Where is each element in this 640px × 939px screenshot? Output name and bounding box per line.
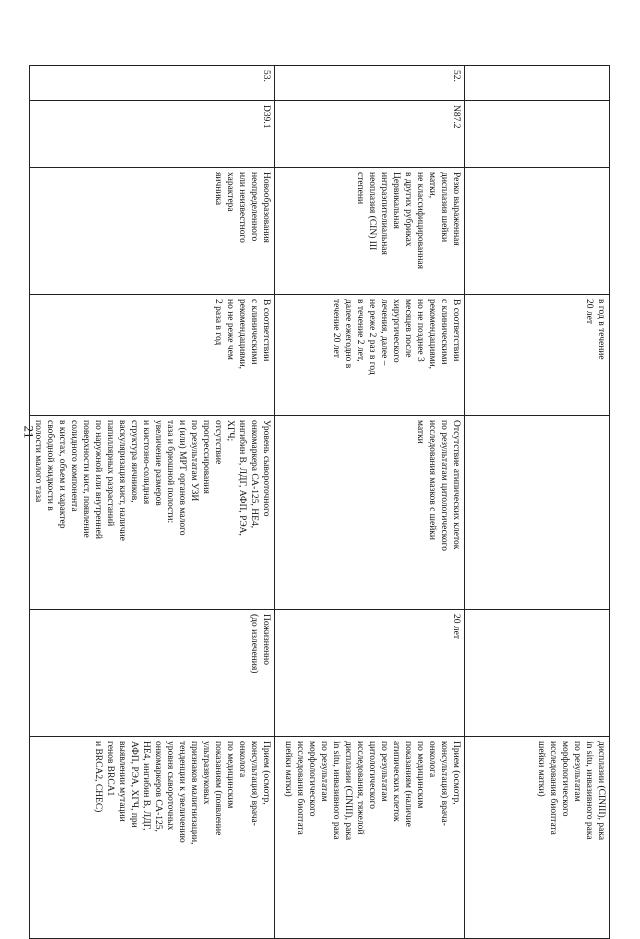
row-number-cell: 52. [275,66,465,101]
icd-code-cell: N87.2 [275,101,465,168]
icd-code-cell [465,101,610,168]
page-number: 21 [21,425,37,439]
diagnosis-cell: Резко выраженная дисплазия шейки матки, не классифицированная в других рубриках Цервикальная интраэпителиальная неоплазия (CIN) III степени [275,168,465,295]
icd-code-cell: D39.1 [30,101,275,168]
control-indicators-cell [465,416,610,610]
measures-cell: дисплазии (CINIII), рака in situ, инвазивного рака по результатам морфологического исследования биоптата шейки матки) [465,737,610,939]
control-indicators-cell: Уровень сывороточного онкомаркера СА-125, НЕ4, ингибин В, ЛДГ, АФП, РЭА, ХГЧ; отсутствие прогрессирования по результатам УЗИ и (или) МРТ органов малого таза и брюшной полости: увеличение размеров и кистозно-солидная структура яичников, васкуляризация кист, наличие папиллярных разрастаний по наружной или внутренней поверхности кист, появление солидного компонента в кистах, объем и характер свободной жидкости в полости малого таза [30,416,275,610]
duration-cell [465,610,610,737]
measures-cell: Прием (осмотр, консультация) врача- онколога по медицинским показаниям (наличие атипических клеток по результатам цитологического исследования, тяжелой дисплазии (CINIII), рака in situ, инвазивного рака по результатам морфологического исследования биоптата шейки матки) [275,737,465,939]
row-number-cell: 53. [30,66,275,101]
rotated-page-content [33,65,610,875]
frequency-cell: в год в течение 20 лет [465,295,610,416]
table-row [465,66,610,939]
duration-cell: Пожизненно (до излечения) [30,610,275,737]
frequency-cell: В соответствии с клиническими рекомендациями, но не реже чем 2 раза в год [30,295,275,416]
row-number-cell [465,66,610,101]
table-row [30,66,275,939]
diagnosis-cell [465,168,610,295]
dispensary-observation-table [29,65,610,939]
duration-cell: 20 лет [275,610,465,737]
table-row [275,66,465,939]
measures-cell: Прием (осмотр, консультация) врача- онколога по медицинским показаниям (появление ультразвуковых признаков малигнизации, тенденции к увеличению уровня сывороточных онкомаркеров СА-125, НЕ4, ингибин В, ЛДГ, АФП, РЭА, ХГЧ, при выявлении мутации генов BRCA1 и BRCA2, CHEC) [30,737,275,939]
frequency-cell: В соответствии с клиническими рекомендациями, но не позднее 3 месяцев после хирургического лечения, далее – не реже 2 раз в год в течение 2 лет, далее ежегодно в течение 20 лет [275,295,465,416]
control-indicators-cell: Отсутствие атипических клеток по результатам цитологического исследования мазков с шейки матки [275,416,465,610]
diagnosis-cell: Новообразования неопределенного или неизвестного характера яичника [30,168,275,295]
